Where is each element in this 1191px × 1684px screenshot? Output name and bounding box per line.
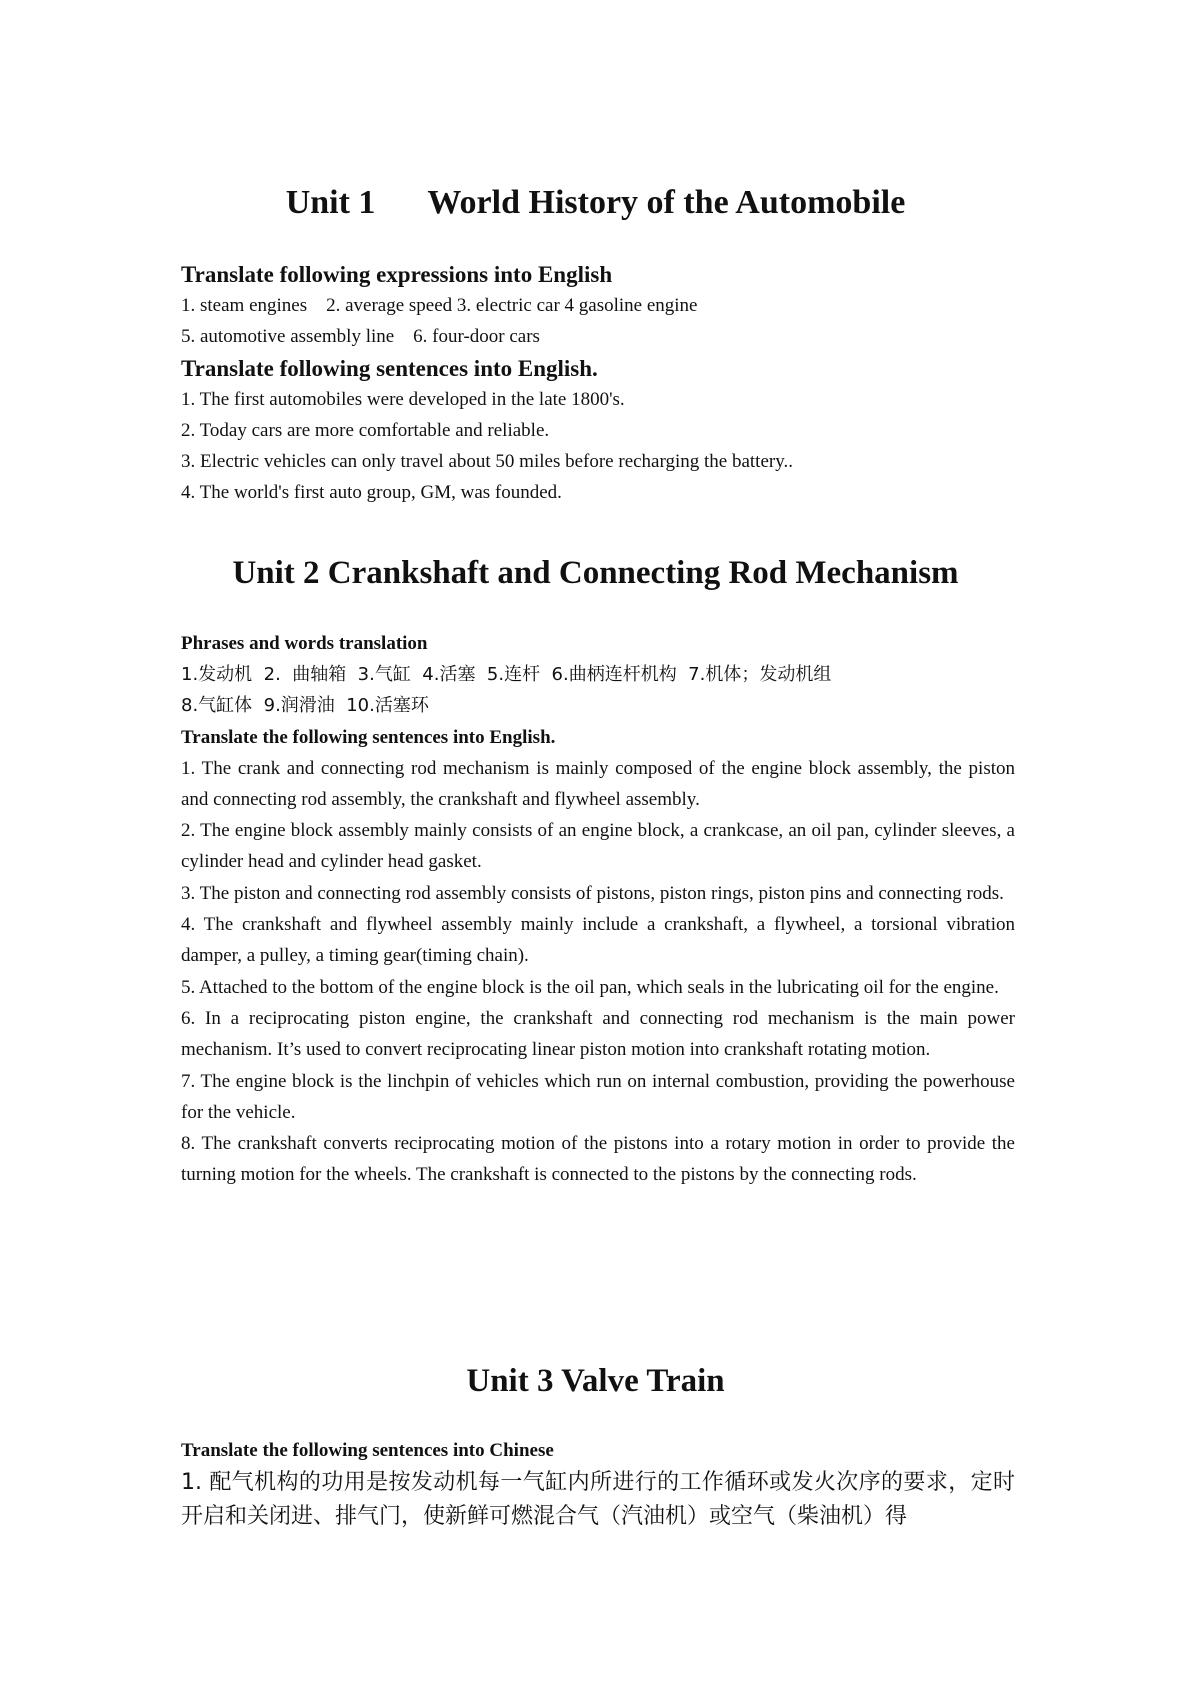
unit2-sentence: 8. The crankshaft converts reciprocating motion of the pistons into a rotary motion in order to provide the turning motion for the wheels. The crankshaft is connected to the pistons by the connecting rods. [181, 1133, 1015, 1186]
unit1-title [0, 183, 1191, 223]
unit3-sentences-heading: Translate the following sentences into Chinese [181, 1440, 554, 1461]
unit3-title: Unit 3 Valve Train [466, 1363, 725, 1399]
unit1-sentence: 4. The world's first auto group, GM, was founded. [181, 482, 562, 504]
unit2-sentences-heading: Translate the following sentences into English. [181, 726, 556, 748]
unit1-expression-line: 5. automotive assembly line 6. four-door cars [181, 326, 540, 348]
unit1-title-text: World History of the Automobile [427, 184, 906, 221]
unit2-phrases-heading: Phrases and words translation [181, 633, 428, 654]
unit2-sentence: 2. The engine block assembly mainly consists of an engine block, a crankcase, an oil pan, cylinder sleeves, a cylinder head and cylinder head gasket. [181, 820, 1015, 873]
unit2-title: Unit 2 Crankshaft and Connecting Rod Mechanism [232, 555, 959, 591]
unit2-phrase-line: 8.气缸体 9.润滑油 10.活塞环 [181, 695, 429, 717]
unit2-phrase-line: 1.发动机 2. 曲轴箱 3.气缸 4.活塞 5.连杆 6.曲柄连杆机构 7.机体；发动机组 [181, 664, 832, 685]
unit1-sentence: 3. Electric vehicles can only travel about 50 miles before recharging the battery.. [181, 451, 793, 473]
unit2-sentence: 7. The engine block is the linchpin of vehicles which run on internal combustion, providing the powerhouse for the vehicle. [181, 1070, 1015, 1123]
unit2-sentence: 5. Attached to the bottom of the engine block is the oil pan, which seals in the lubricating oil for the engine. [181, 976, 999, 998]
unit1-sentence: 1. The first automobiles were developed in the late 1800's. [181, 388, 625, 410]
unit1-section [181, 259, 1015, 509]
unit1-expressions-heading: Translate following expressions into English [181, 262, 613, 287]
unit3-section [181, 1435, 1015, 1534]
unit3-sentence: 1. 配气机构的功用是按发动机每一气缸内所进行的工作循环或发火次序的要求，定时开启和关闭进、排气门，使新鲜可燃混合气（汽油机）或空气（柴油机）得 [181, 1470, 1015, 1529]
unit2-section [181, 628, 1015, 1191]
unit2-sentence: 6. In a reciprocating piston engine, the crankshaft and connecting rod mechanism is the main power mechanism. It’s used to convert reciprocating linear piston motion into crankshaft rotating motion. [181, 1007, 1015, 1061]
unit1-sentences-heading: Translate following sentences into English. [181, 355, 598, 381]
unit2-sentence: 4. The crankshaft and flywheel assembly mainly include a crankshaft, a flywheel, a torsional vibration damper, a pulley, a timing gear(timing chain). [181, 914, 1015, 967]
unit1-title-number: Unit 1 [285, 184, 376, 221]
unit1-sentence: 2. Today cars are more comfortable and reliable. [181, 419, 550, 441]
unit2-sentence: 1. The crank and connecting rod mechanism is mainly composed of the engine block assembly, the piston and connecting rod assembly, the crankshaft and flywheel assembly. [181, 757, 1015, 810]
unit1-expression-line: 1. steam engines 2. average speed 3. electric car 4 gasoline engine [181, 295, 698, 316]
unit2-sentence: 3. The piston and connecting rod assembly consists of pistons, piston rings, piston pins and connecting rods. [181, 882, 1004, 904]
